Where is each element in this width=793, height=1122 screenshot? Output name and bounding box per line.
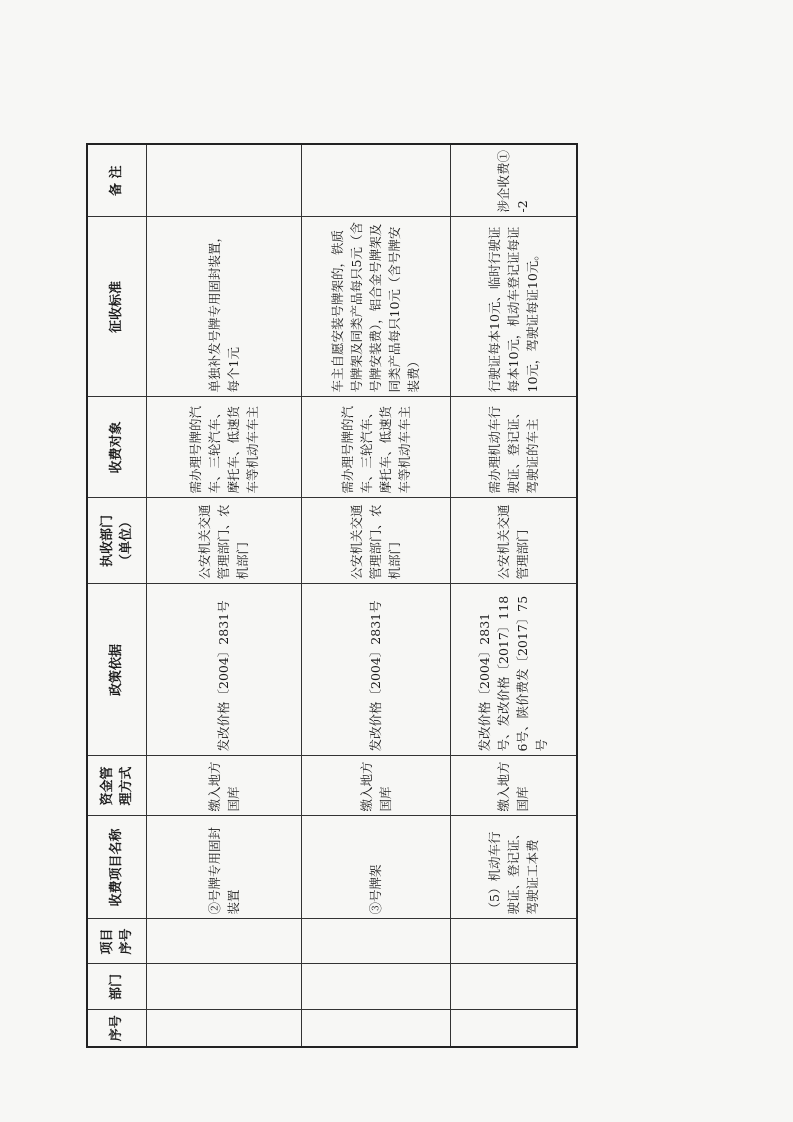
cell-standard: 车主自愿安装号牌架的，铁质号牌架及同类产品每只5元（含号牌安装费），铝合金号牌架及同类产品每只10元（含号牌安装费） (301, 217, 450, 397)
cell-fund-management: 缴入地方国库 (146, 756, 301, 816)
cell-seq (301, 1010, 450, 1047)
header-dept: 部门 (87, 964, 146, 1010)
cell-collecting-dept: 公安机关交通管理部门、农机部门 (301, 498, 450, 584)
cell-standard: 行驶证每本10元、临时行驶证每本10元，机动车登记证每证10元，驾驶证每证10元。 (450, 217, 577, 397)
header-fund-management: 资金管理方式 (87, 756, 146, 816)
header-charge-target: 收费对象 (87, 397, 146, 498)
cell-seq (450, 1010, 577, 1047)
cell-item-name: ②号牌专用固封装置 (146, 816, 301, 919)
header-collecting-dept: 执收部门（单位） (87, 498, 146, 584)
cell-charge-target: 需办理号牌的汽车、三轮汽车、摩托车、低速货车等机动车车主 (146, 397, 301, 498)
cell-fund-management: 缴入地方国库 (301, 756, 450, 816)
rotated-table-wrapper (86, 145, 576, 1048)
header-policy-basis: 政策依据 (87, 584, 146, 756)
table-row (450, 144, 577, 1047)
table-row (301, 144, 450, 1047)
cell-remark: 涉企收费①-2 (450, 144, 577, 217)
cell-remark (301, 144, 450, 217)
table-row (146, 144, 301, 1047)
cell-item-no (301, 919, 450, 964)
cell-fund-management: 缴入地方国库 (450, 756, 577, 816)
cell-item-no (146, 919, 301, 964)
cell-standard: 单独补发号牌专用固封装置，每个1元 (146, 217, 301, 397)
cell-dept (301, 964, 450, 1010)
cell-charge-target: 需办理机动车行驶证、登记证、驾驶证的车主 (450, 397, 577, 498)
header-item-name: 收费项目名称 (87, 816, 146, 919)
cell-charge-target: 需办理号牌的汽车、三轮汽车、摩托车、低速货车等机动车车主 (301, 397, 450, 498)
table-header-row (87, 144, 146, 1047)
cell-collecting-dept: 公安机关交通管理部门 (450, 498, 577, 584)
cell-policy-basis: 发改价格〔2004〕2831号 (301, 584, 450, 756)
cell-item-name: （5）机动车行驶证、登记证、驾驶证工本费 (450, 816, 577, 919)
cell-policy-basis: 发改价格〔2004〕2831号、发改价格〔2017〕1186号、陕价费发〔2017〕75号 (450, 584, 577, 756)
fee-table (86, 143, 578, 1048)
cell-dept (146, 964, 301, 1010)
cell-remark (146, 144, 301, 217)
header-remark: 备 注 (87, 144, 146, 217)
cell-collecting-dept: 公安机关交通管理部门、农机部门 (146, 498, 301, 584)
header-seq: 序号 (87, 1010, 146, 1047)
header-standard: 征收标准 (87, 217, 146, 397)
cell-policy-basis: 发改价格〔2004〕2831号 (146, 584, 301, 756)
cell-dept (450, 964, 577, 1010)
cell-seq (146, 1010, 301, 1047)
cell-item-name: ③号牌架 (301, 816, 450, 919)
cell-item-no (450, 919, 577, 964)
header-item-no: 项目序号 (87, 919, 146, 964)
